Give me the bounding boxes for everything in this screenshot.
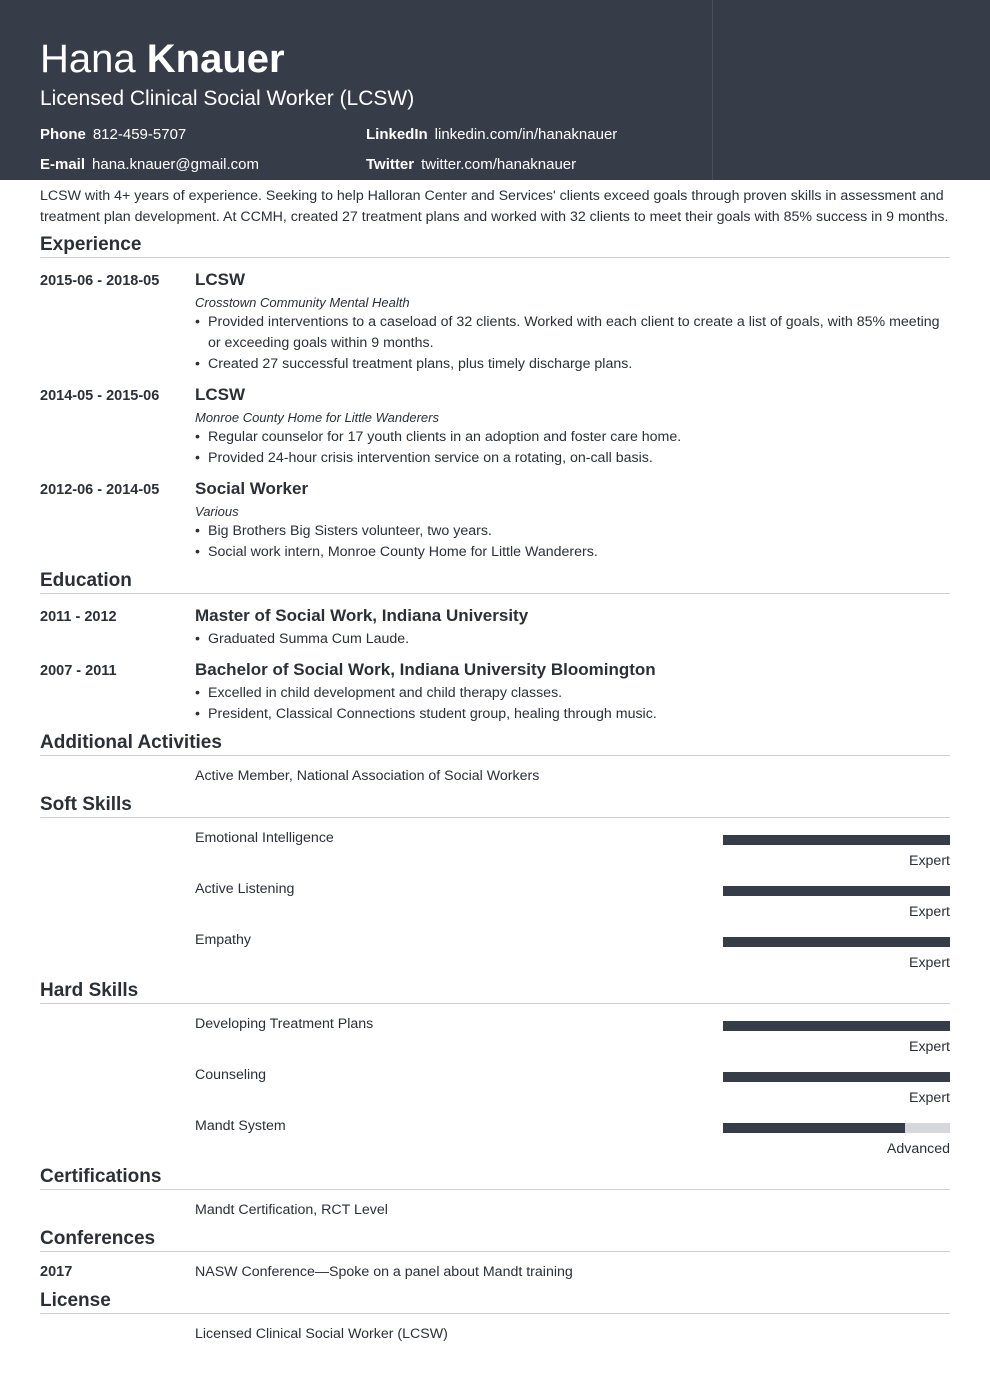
skill-bar-fill xyxy=(723,937,950,947)
skill-bar-fill xyxy=(723,886,950,896)
skill-bar-fill xyxy=(723,1123,905,1133)
skill-level: Expert xyxy=(908,853,950,869)
soft-skills-heading: Soft Skills xyxy=(40,794,132,815)
job-bullet: • Provided interventions to a caseload of 32 clients. Worked with each client to create a list of goals, with 85% meeting or exceeding goals within 9 months. xyxy=(208,312,953,354)
job-bullet: • Provided 24-hour crisis intervention service on a rotating, on-call basis. xyxy=(208,448,953,469)
education-degree: Master of Social Work, Indiana University xyxy=(195,606,529,625)
linkedin-value: linkedin.com/in/hanaknauer xyxy=(434,126,618,143)
education-dates: 2007 - 2011 xyxy=(40,663,117,679)
skill-bar xyxy=(723,1072,950,1082)
job-company: Monroe County Home for Little Wanderers xyxy=(195,410,439,425)
soft-skills-rule xyxy=(40,817,950,818)
hard-skills-heading: Hard Skills xyxy=(40,980,139,1001)
skill-level: Expert xyxy=(908,1090,950,1106)
linkedin-label: LinkedIn xyxy=(366,126,428,143)
skill-bar xyxy=(723,886,950,896)
contact-email xyxy=(40,156,259,174)
education-rule xyxy=(40,593,950,594)
license-heading: License xyxy=(40,1290,111,1311)
certifications-rule xyxy=(40,1189,950,1190)
job-title: LCSW xyxy=(195,270,246,289)
skill-name: Counseling xyxy=(195,1067,266,1083)
skill-bar-fill xyxy=(723,1072,950,1082)
job-bullet: • Social work intern, Monroe County Home for Little Wanderers. xyxy=(208,542,953,563)
education-degree: Bachelor of Social Work, Indiana University Bloomington xyxy=(195,660,656,679)
education-bullet: • President, Classical Connections student group, healing through music. xyxy=(208,704,953,725)
education-bullet: • Excelled in child development and child therapy classes. xyxy=(208,683,953,704)
header-divider xyxy=(712,0,713,180)
skill-bar xyxy=(723,835,950,845)
experience-rule xyxy=(40,257,950,258)
job-title: Social Worker xyxy=(195,479,309,498)
skill-bar xyxy=(723,1021,950,1031)
certifications-heading: Certifications xyxy=(40,1166,162,1187)
resume-header xyxy=(0,0,990,180)
phone-label: Phone xyxy=(40,126,86,143)
conference-item: NASW Conference—Spoke on a panel about Mandt training xyxy=(195,1264,573,1280)
skill-bar xyxy=(723,937,950,947)
conferences-rule xyxy=(40,1251,950,1252)
contact-linkedin xyxy=(366,126,617,144)
skill-level: Advanced xyxy=(886,1141,950,1157)
activity-item: Active Member, National Association of Social Workers xyxy=(195,768,540,784)
license-item: Licensed Clinical Social Worker (LCSW) xyxy=(195,1326,448,1342)
job-bullet: • Big Brothers Big Sisters volunteer, two years. xyxy=(208,521,953,542)
job-dates: 2014-05 - 2015-06 xyxy=(40,388,160,404)
summary-text: LCSW with 4+ years of experience. Seeking to help Halloran Center and Services' clients exceed goals through proven skills in assessment and treatment plan development. At CCMH, created 27 treatment plans and worked with 32 clients to meet their goals with 85% success in 9 months. xyxy=(40,188,949,225)
candidate-role: Licensed Clinical Social Worker (LCSW) xyxy=(40,87,415,110)
job-dates: 2012-06 - 2014-05 xyxy=(40,482,160,498)
hard-skills-rule xyxy=(40,1003,950,1004)
contact-twitter xyxy=(366,156,576,174)
skill-level: Expert xyxy=(908,1039,950,1055)
job-bullet: • Regular counselor for 17 youth clients in an adoption and foster care home. xyxy=(208,427,953,448)
education-bullet: • Graduated Summa Cum Laude. xyxy=(208,629,953,650)
conferences-heading: Conferences xyxy=(40,1228,156,1249)
skill-bar xyxy=(723,1123,950,1133)
job-company: Crosstown Community Mental Health xyxy=(195,295,410,310)
skill-bar-fill xyxy=(723,835,950,845)
skill-bar-fill xyxy=(723,1021,950,1031)
first-name: Hana xyxy=(40,37,136,81)
twitter-value: twitter.com/hanaknauer xyxy=(421,156,577,173)
activities-rule xyxy=(40,755,950,756)
skill-name: Active Listening xyxy=(195,881,295,897)
job-dates: 2015-06 - 2018-05 xyxy=(40,273,160,289)
activities-heading: Additional Activities xyxy=(40,732,222,753)
skill-level: Expert xyxy=(908,955,950,971)
skill-name: Emotional Intelligence xyxy=(195,830,334,846)
candidate-name xyxy=(40,36,285,82)
skill-level: Expert xyxy=(908,904,950,920)
last-name: Knauer xyxy=(146,37,285,81)
skill-name: Empathy xyxy=(195,932,251,948)
phone-value: 812-459-5707 xyxy=(92,126,187,143)
education-dates: 2011 - 2012 xyxy=(40,609,117,625)
skill-name: Mandt System xyxy=(195,1118,286,1134)
job-company: Various xyxy=(195,504,239,519)
job-bullet: • Created 27 successful treatment plans, plus timely discharge plans. xyxy=(208,354,953,375)
experience-heading: Experience xyxy=(40,234,142,255)
license-rule xyxy=(40,1313,950,1314)
education-heading: Education xyxy=(40,570,132,591)
email-label: E-mail xyxy=(40,156,86,173)
conference-year: 2017 xyxy=(40,1264,73,1280)
job-title: LCSW xyxy=(195,385,246,404)
email-value: hana.knauer@gmail.com xyxy=(92,156,259,173)
skill-name: Developing Treatment Plans xyxy=(195,1016,374,1032)
twitter-label: Twitter xyxy=(366,156,415,173)
certification-item: Mandt Certification, RCT Level xyxy=(195,1202,388,1218)
contact-phone xyxy=(40,126,186,144)
